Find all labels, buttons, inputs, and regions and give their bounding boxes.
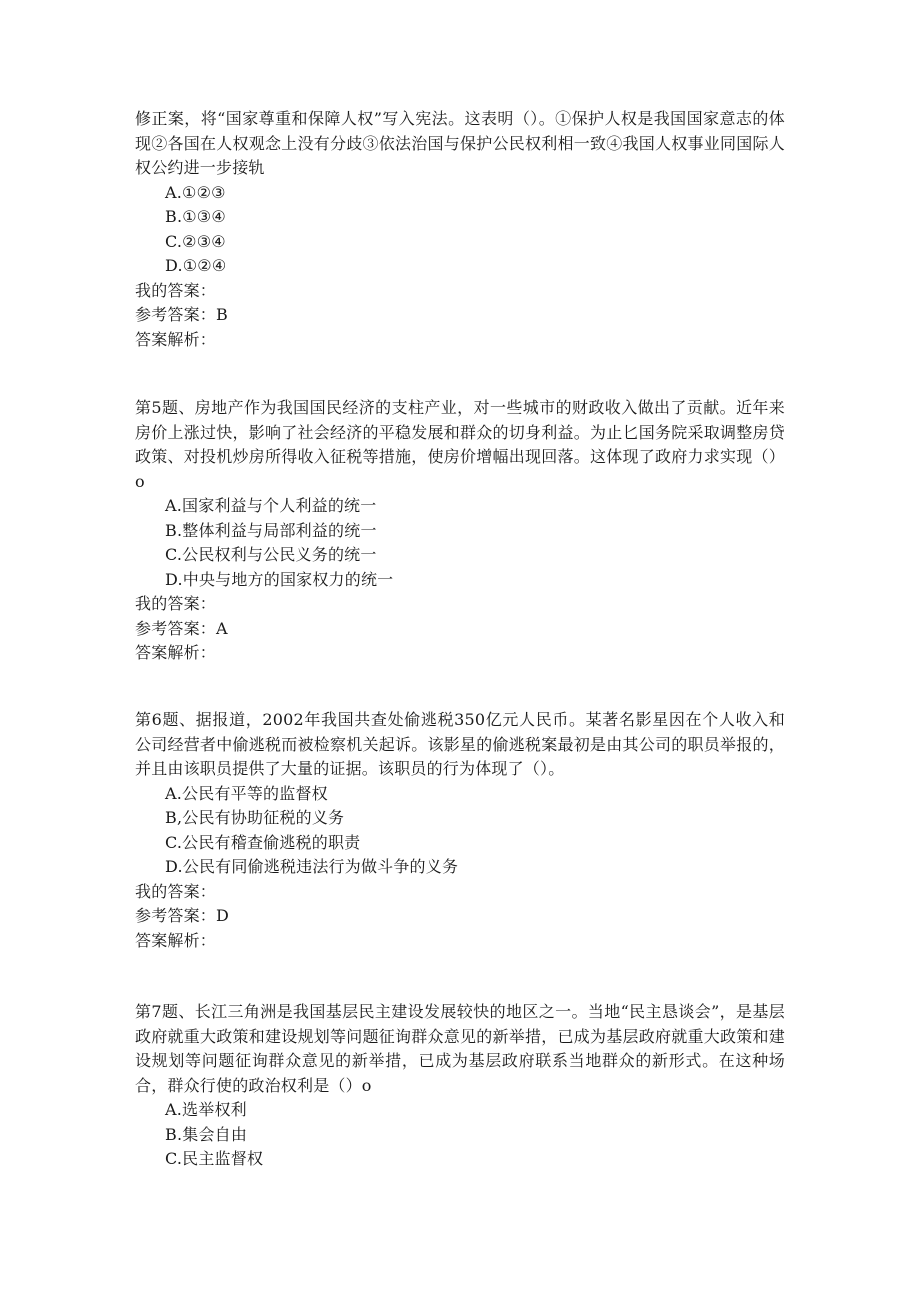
option-c: C.公民有稽查偷逃税的职责	[165, 832, 361, 852]
option-b: B.集会自由	[165, 1124, 248, 1144]
option-b: B.①③④	[165, 207, 226, 226]
option-a: A.选举权利	[165, 1100, 247, 1119]
options-list	[135, 494, 785, 592]
option-b: B.整体利益与局部利益的统一	[165, 520, 377, 540]
option-d: D.①②④	[165, 256, 227, 275]
question-stem: 第6题、据报道，2002年我国共查处偷逃税350亿元人民币。某著名影星因在个人收入和公司经营者中偷逃税而被检察机关起诉。该影星的偷逃税案最初是由其公司的职员举报的，并且由该职员提供了大量的证据。该职员的行为体现了（）。	[135, 710, 785, 778]
my-answer-label: 我的答案：	[135, 594, 217, 613]
question-stem: 修正案，将“国家尊重和保障人权”写入宪法。这表明（）。①保护人权是我国国家意志的体现②各国在人权观念上没有分歧③依法治国与保护公民权利相一致④我国人权事业同国际人权公约进一步接轨	[135, 109, 785, 177]
my-answer-label: 我的答案：	[135, 280, 217, 300]
reference-answer: 参考答案：A	[135, 618, 228, 638]
option-c: C.公民权利与公民义务的统一	[165, 545, 377, 564]
question-block-5	[135, 396, 785, 666]
answer-analysis-label: 答案解析：	[135, 643, 217, 662]
reference-answer: 参考答案：B	[135, 305, 228, 324]
answer-analysis-label: 答案解析：	[135, 930, 217, 950]
question-block-6	[135, 708, 785, 953]
question-block-1	[135, 107, 785, 352]
options-list	[135, 1098, 785, 1172]
option-a: A.公民有平等的监督权	[165, 783, 328, 803]
options-list	[135, 782, 785, 880]
option-a: A.①②③	[165, 182, 226, 202]
option-a: A.国家利益与个人利益的统一	[165, 496, 377, 515]
options-list	[135, 181, 785, 279]
option-d: D.公民有同偷逃税违法行为做斗争的义务	[165, 857, 459, 876]
option-b: B,公民有协助征税的义务	[165, 808, 345, 827]
option-d: D.中央与地方的国家权力的统一	[165, 569, 394, 589]
my-answer-label: 我的答案：	[135, 881, 217, 901]
reference-answer: 参考答案：D	[135, 906, 230, 925]
question-block-7	[135, 1000, 785, 1172]
option-c: C.民主监督权	[165, 1149, 264, 1168]
question-stem: 第5题、房地产作为我国国民经济的支柱产业，对一些城市的财政收入做出了贡献。近年来房价上涨过快，影响了社会经济的平稳发展和群众的切身利益。为止匕国务院采取调整房贷政策、对投机炒房所得收入征税等措施，使房价增幅出现回落。这体现了政府力求实现（）o	[135, 398, 785, 491]
question-stem: 第7题、长江三角洲是我国基层民主建设发展较快的地区之一。当地“民主恳谈会”，是基层政府就重大政策和建设规划等问题征询群众意见的新举措，已成为基层政府就重大政策和建设规划等问题征询群众意见的新举措，已成为基层政府联系当地群众的新形式。在这种场合，群众行使的政治权利是（）o	[135, 1002, 785, 1095]
option-c: C.②③④	[165, 231, 226, 251]
answer-analysis-label: 答案解析：	[135, 329, 217, 349]
